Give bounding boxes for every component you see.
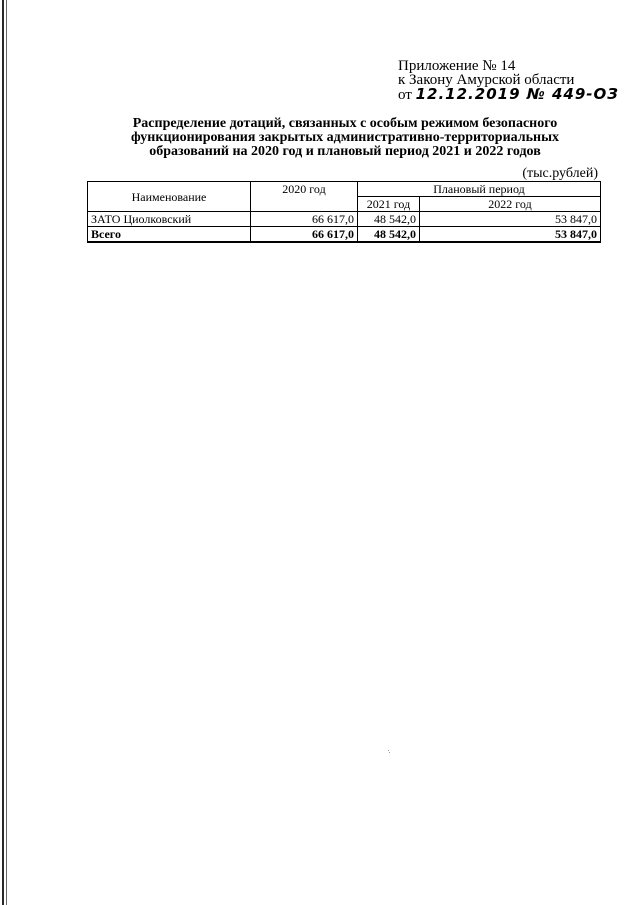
total-2020: 66 617,0 xyxy=(251,227,358,243)
law-date-prefix: от xyxy=(398,87,412,103)
row-2020: 66 617,0 xyxy=(251,212,358,227)
header-name: Наименование xyxy=(88,182,251,212)
handwritten-date-number: 12.12.2019 № 449-ОЗ xyxy=(415,85,619,103)
law-reference: к Закону Амурской области xyxy=(398,72,575,88)
total-2022: 53 847,0 xyxy=(420,227,601,243)
table-header-row xyxy=(88,182,601,197)
subsidy-table xyxy=(87,181,601,243)
scan-edge-inner xyxy=(6,0,7,905)
header-planned-period: Плановый период xyxy=(358,182,601,197)
scan-speck xyxy=(388,750,389,751)
law-date-line xyxy=(398,87,619,102)
units-label: (тыс.рублей) xyxy=(522,166,598,181)
appendix-header xyxy=(398,59,619,102)
total-2021: 48 542,0 xyxy=(358,227,420,243)
header-2021: 2021 год xyxy=(358,197,420,212)
scan-speck xyxy=(389,752,390,753)
header-2020: 2020 год xyxy=(251,182,358,212)
table-total-row xyxy=(88,227,601,243)
document-title: Распределение дотаций, связанных с особым режимом безопасного функционирования закрытых административно-территориальных образований на 2020 год и плановый период 2021 и 2022 годов xyxy=(130,116,560,159)
total-name: Всего xyxy=(88,227,251,243)
row-2022: 53 847,0 xyxy=(420,212,601,227)
appendix-number: Приложение № 14 xyxy=(398,58,516,74)
row-2021: 48 542,0 xyxy=(358,212,420,227)
header-2022: 2022 год xyxy=(420,197,601,212)
row-name: ЗАТО Циолковский xyxy=(88,212,251,227)
scan-edge xyxy=(2,0,4,905)
table-row xyxy=(88,212,601,227)
